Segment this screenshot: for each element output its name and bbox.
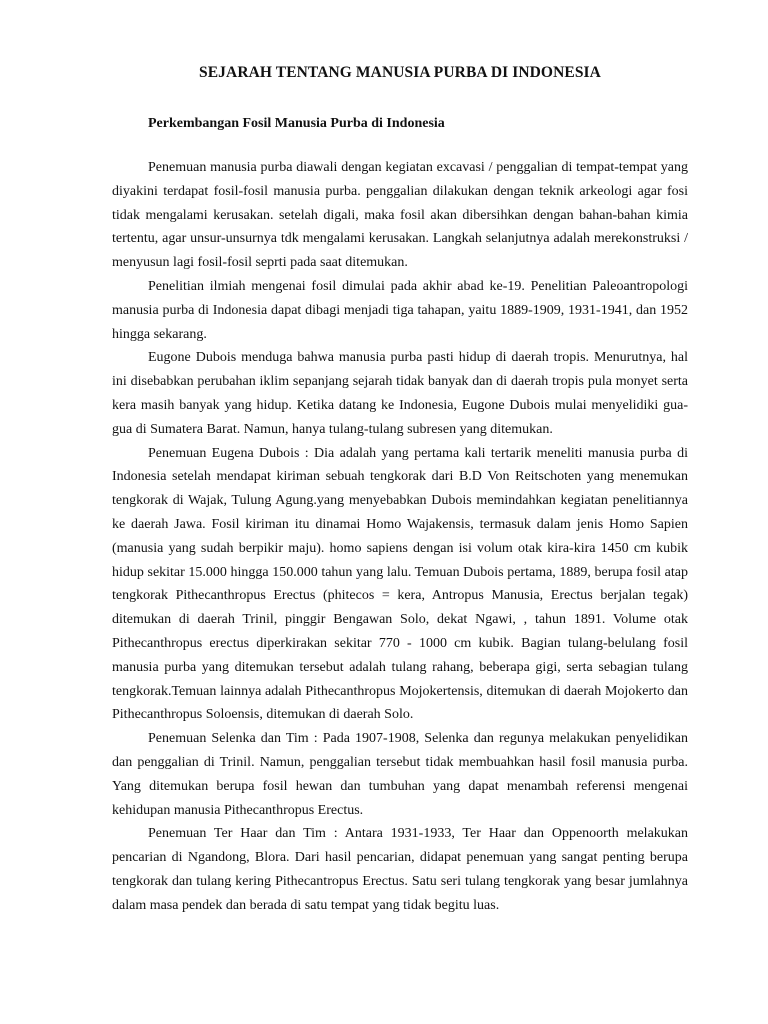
paragraph-dubois-findings: Penemuan Eugena Dubois : Dia adalah yang pertama kali tertarik meneliti manusia purba di Indonesia setelah mendapat kiriman sebuah tengkorak dari B.D Von Reitschoten yang menemukan tengkorak di Wajak, Tulung Agung.yang menyebabkan Dubois memindahkan kegiatan penelitiannya ke daerah Jawa. Fosil kiriman itu dinamai Homo Wajakensis, termasuk dalam jenis Homo Sapien (manusia yang sudah berpikir maju). homo sapiens dengan isi volum otak kira-kira 1450 cm kubik hidup sekitar 15.000 hingga 150.000 tahun yang lalu. Temuan Dubois pertama, 1889, berupa fosil atap tengkorak Pithecanthropus Erectus (phitecos = kera, Antropus Manusia, Erectus berjalan tegak) ditemukan di daerah Trinil, pinggir Bengawan Solo, dekat Ngawi, , tahun 1891. Volume otak Pithecanthropus erectus diperkirakan sekitar 770 - 1000 cm kubik. Bagian tulang-belulang fosil manusia purba yang ditemukan tersebut adalah tulang rahang, beberapa gigi, serta sebagian tulang tengkorak.Temuan lainnya adalah Pithecanthropus Mojokertensis, ditemukan di daerah Mojokerto dan Pithecanthropus Soloensis, ditemukan di daerah Solo.	[112, 445, 688, 723]
paragraph-ter-haar: Penemuan Ter Haar dan Tim : Antara 1931-1933, Ter Haar dan Oppenoorth melakukan pencarian di Ngandong, Blora. Dari hasil pencarian, didapat penemuan yang sangat penting berupa tengkorak dan tulang kering Pithecantropus Erectus. Satu seri tulang tengkorak yang besar jumlahnya dalam masa pendek dan berada di satu tempat yang tidak begitu luas.	[112, 826, 688, 913]
paragraph-research-stages: Penelitian ilmiah mengenai fosil dimulai pada akhir abad ke-19. Penelitian Paleoantropologi manusia purba di Indonesia dapat dibagi menjadi tiga tahapan, yaitu 1889-1909, 1931-1941, dan 1952 hingga sekarang.	[112, 278, 688, 342]
document-page	[112, 64, 688, 918]
paragraph-excavation: Penemuan manusia purba diawali dengan kegiatan excavasi / penggalian di tempat-tempat yang diyakini terdapat fosil-fosil manusia purba. penggalian dilakukan dengan teknik arkeologi agar fosi tidak mengalami kerusakan. setelah digali, maka fosil akan dibersihkan dengan bahan-bahan kimia tertentu, agar unsur-unsurnya tdk mengalami kerusakan. Langkah selanjutnya adalah merekonstruksi / menyusun lagi fosil-fosil seprti pada saat ditemukan.	[112, 160, 688, 271]
document-title: SEJARAH TENTANG MANUSIA PURBA DI INDONESIA	[199, 64, 601, 81]
paragraph-selenka: Penemuan Selenka dan Tim : Pada 1907-1908, Selenka dan regunya melakukan penyelidikan dan penggalian di Trinil. Namun, penggalian tersebut tidak membuahkan hasil fosil manusia purba. Yang ditemukan berupa fosil hewan dan tumbuhan yang dapat menambah referensi mengenai kehidupan manusia Pithecanthropus Erectus.	[112, 731, 688, 818]
section-heading: Perkembangan Fosil Manusia Purba di Indonesia	[148, 116, 445, 131]
paragraph-dubois-hypothesis: Eugone Dubois menduga bahwa manusia purba pasti hidup di daerah tropis. Menurutnya, hal ini disebabkan perubahan iklim sepanjang sejarah tidak banyak dan di daerah tropis pula monyet serta kera masih banyak yang hidup. Ketika datang ke Indonesia, Eugone Dubois mulai menyelidiki gua-gua di Sumatera Barat. Namun, hanya tulang-tulang subresen yang ditemukan.	[112, 350, 688, 437]
